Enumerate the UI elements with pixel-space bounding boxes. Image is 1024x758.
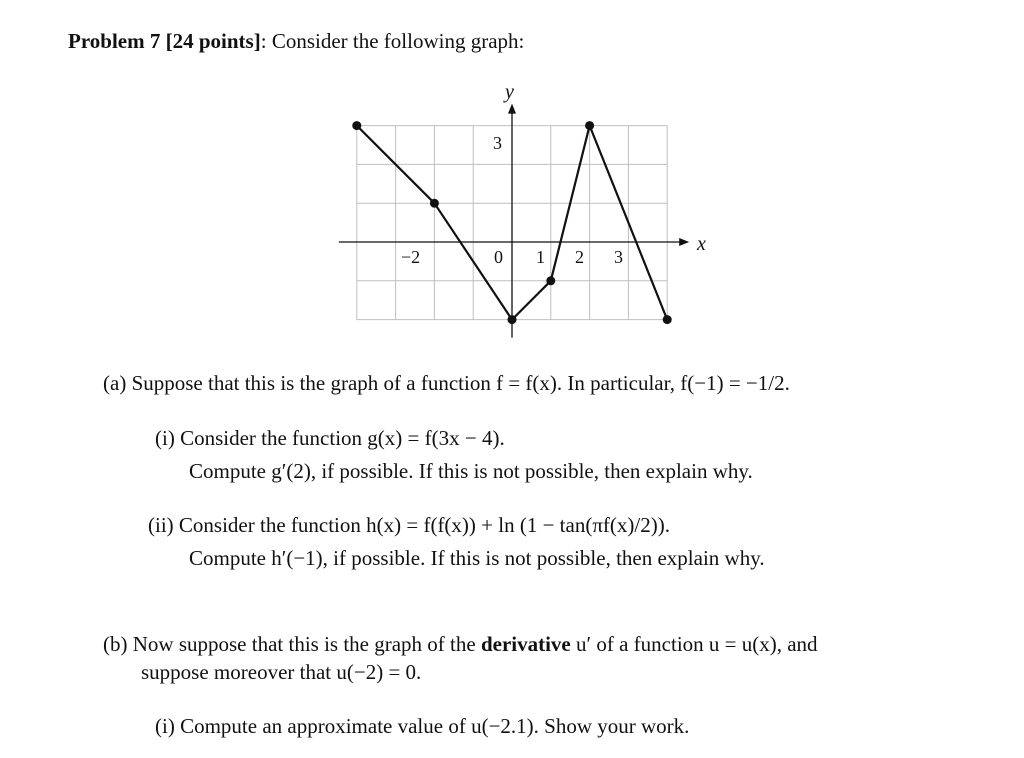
problem-label: Problem 7 xyxy=(68,29,161,53)
part-a-ii-line2: Compute h′(−1), if possible. If this is not possible, then explain why. xyxy=(189,546,765,570)
curve-point xyxy=(585,121,594,130)
curve-point xyxy=(430,199,439,208)
part-b-line2: suppose moreover that u(−2) = 0. xyxy=(141,660,422,684)
graph-axes xyxy=(339,104,689,338)
part-a-ii xyxy=(148,515,670,536)
part-b xyxy=(103,634,818,655)
part-a xyxy=(103,373,790,394)
part-b-i xyxy=(155,716,689,737)
tick-label-x1: 1 xyxy=(536,247,545,267)
x-axis-arrow xyxy=(679,238,689,246)
problem-colon: : xyxy=(260,29,267,53)
part-b-line1-bold: derivative xyxy=(480,632,571,656)
curve-point xyxy=(546,276,555,285)
part-b-line1-pre: Now suppose that this is the graph of the xyxy=(132,632,476,656)
tick-label-y3: 3 xyxy=(493,133,502,153)
x-axis-label: x xyxy=(697,233,706,255)
graph-labels xyxy=(401,81,706,267)
y-axis-arrow xyxy=(508,104,516,114)
part-a-ii-line1: Consider the function h(x) = f(f(x)) + ln (1 − tan(πf(x)/2)). xyxy=(178,513,670,537)
curve-point xyxy=(508,315,517,324)
problem-points: [24 points] xyxy=(165,29,261,53)
part-a-i-line2: Compute g′(2), if possible. If this is not possible, then explain why. xyxy=(189,459,753,483)
part-b-i-text: Compute an approximate value of u(−2.1). Show your work. xyxy=(180,714,690,738)
problem-intro: Consider the following graph: xyxy=(271,29,525,53)
part-a-i-line1: Consider the function g(x) = f(3x − 4). xyxy=(180,426,505,450)
curve-point xyxy=(352,121,361,130)
tick-label-zero: 0 xyxy=(494,247,503,267)
curve-point xyxy=(663,315,672,324)
part-a-text: Suppose that this is the graph of a function f = f(x). In particular, f(−1) = −1/2. xyxy=(131,371,790,395)
tick-label-x3: 3 xyxy=(614,247,623,267)
part-b-label: (b) xyxy=(103,632,128,656)
tick-label-x2: 2 xyxy=(575,247,584,267)
tick-label-x-neg2: −2 xyxy=(401,247,421,267)
y-axis-label: y xyxy=(505,81,514,103)
part-b-i-label: (i) xyxy=(155,714,175,738)
part-a-ii-label: (ii) xyxy=(148,513,174,537)
part-a-label: (a) xyxy=(103,371,127,395)
part-a-i-label: (i) xyxy=(155,426,175,450)
part-b-line1-post: u′ of a function u = u(x), and xyxy=(576,632,818,656)
part-a-i xyxy=(155,428,505,449)
function-graph xyxy=(0,0,1024,370)
curve-segment xyxy=(512,281,551,320)
